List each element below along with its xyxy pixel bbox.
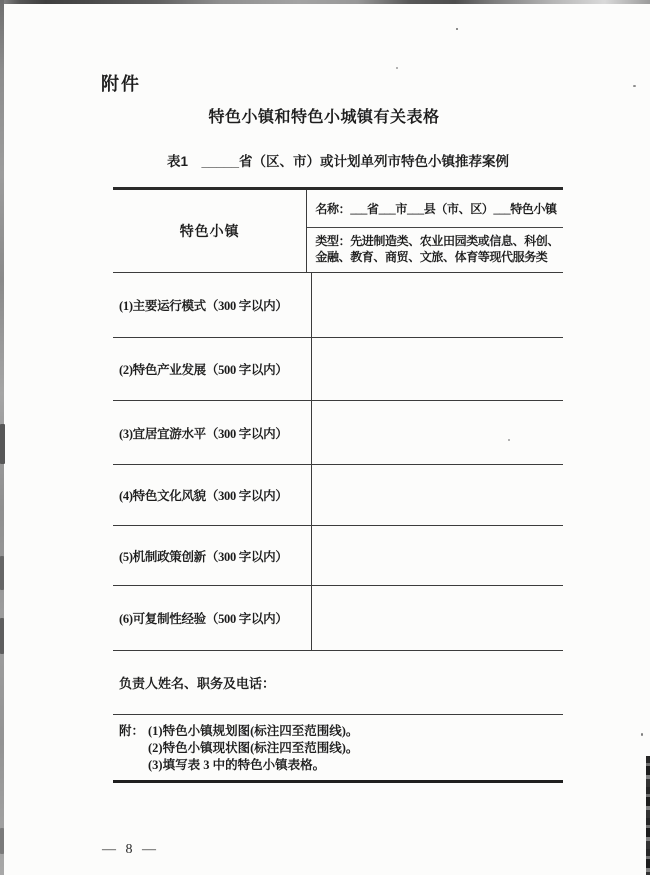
scan-speck [641,733,643,736]
answer-cell [312,586,563,650]
contact-row: 负责人姓名、职务及电话： [113,651,563,715]
row-label: (5)机制政策创新（300 字以内） [113,526,312,585]
notes-prefix: 附： [119,724,145,738]
type-line-1: 类型：先进制造类、农业田园类或信息、科创、 [315,234,559,248]
scan-artifact-bottom-right-edge [646,756,650,875]
attachment-label: 附件 [101,74,141,94]
answer-cell [312,465,563,525]
header-right-column [307,190,563,272]
answer-cell [312,526,563,585]
row-label: (1)主要运行模式（300 字以内） [113,273,312,337]
answer-cell [312,401,563,464]
table-caption: 表1 _____省（区、市）或计划单列市特色小镇推荐案例 [166,154,510,169]
scan-blotch [0,424,5,464]
header-cell-type-line [307,228,563,272]
scan-blotch [0,556,4,590]
scan-artifact-top-edge [0,0,650,4]
answer-cell [312,273,563,337]
table-row [113,273,563,338]
recommendation-form-table [113,187,563,783]
table-row [113,401,563,465]
table-row [113,586,563,651]
answer-cell [312,338,563,400]
table-header-row [113,190,563,273]
table-row [113,338,563,401]
scan-blotch [0,828,4,854]
note-item: (2)特色小镇现状图(标注四至范围线)。 [148,741,359,755]
notes-row [113,715,563,780]
table-row [113,465,563,526]
scan-speck [456,28,458,30]
header-cell-town-label: 特色小镇 [113,190,307,272]
scan-speck [396,67,398,69]
note-item: (1)特色小镇规划图(标注四至范围线)。 [148,724,359,738]
notes-items [148,723,358,780]
row-label: (3)宜居宜游水平（300 字以内） [113,401,312,464]
scan-blotch [0,618,4,654]
header-cell-name-line: 名称：___省___市___县（市、区）___特色小镇 [307,190,563,228]
scan-speck [633,85,636,87]
table-row [113,526,563,586]
type-line-2: 金融、教育、商贸、文旅、体育等现代服务类 [315,250,548,264]
row-label: (6)可复制性经验（500 字以内） [113,586,312,650]
row-label: (4)特色文化风貌（300 字以内） [113,465,312,525]
page-number: — 8 — [102,842,159,857]
note-item: (3)填写表 3 中的特色小镇表格。 [148,758,326,772]
row-label: (2)特色产业发展（500 字以内） [113,338,312,400]
page-title: 特色小镇和特色小城镇有关表格 [208,109,440,126]
